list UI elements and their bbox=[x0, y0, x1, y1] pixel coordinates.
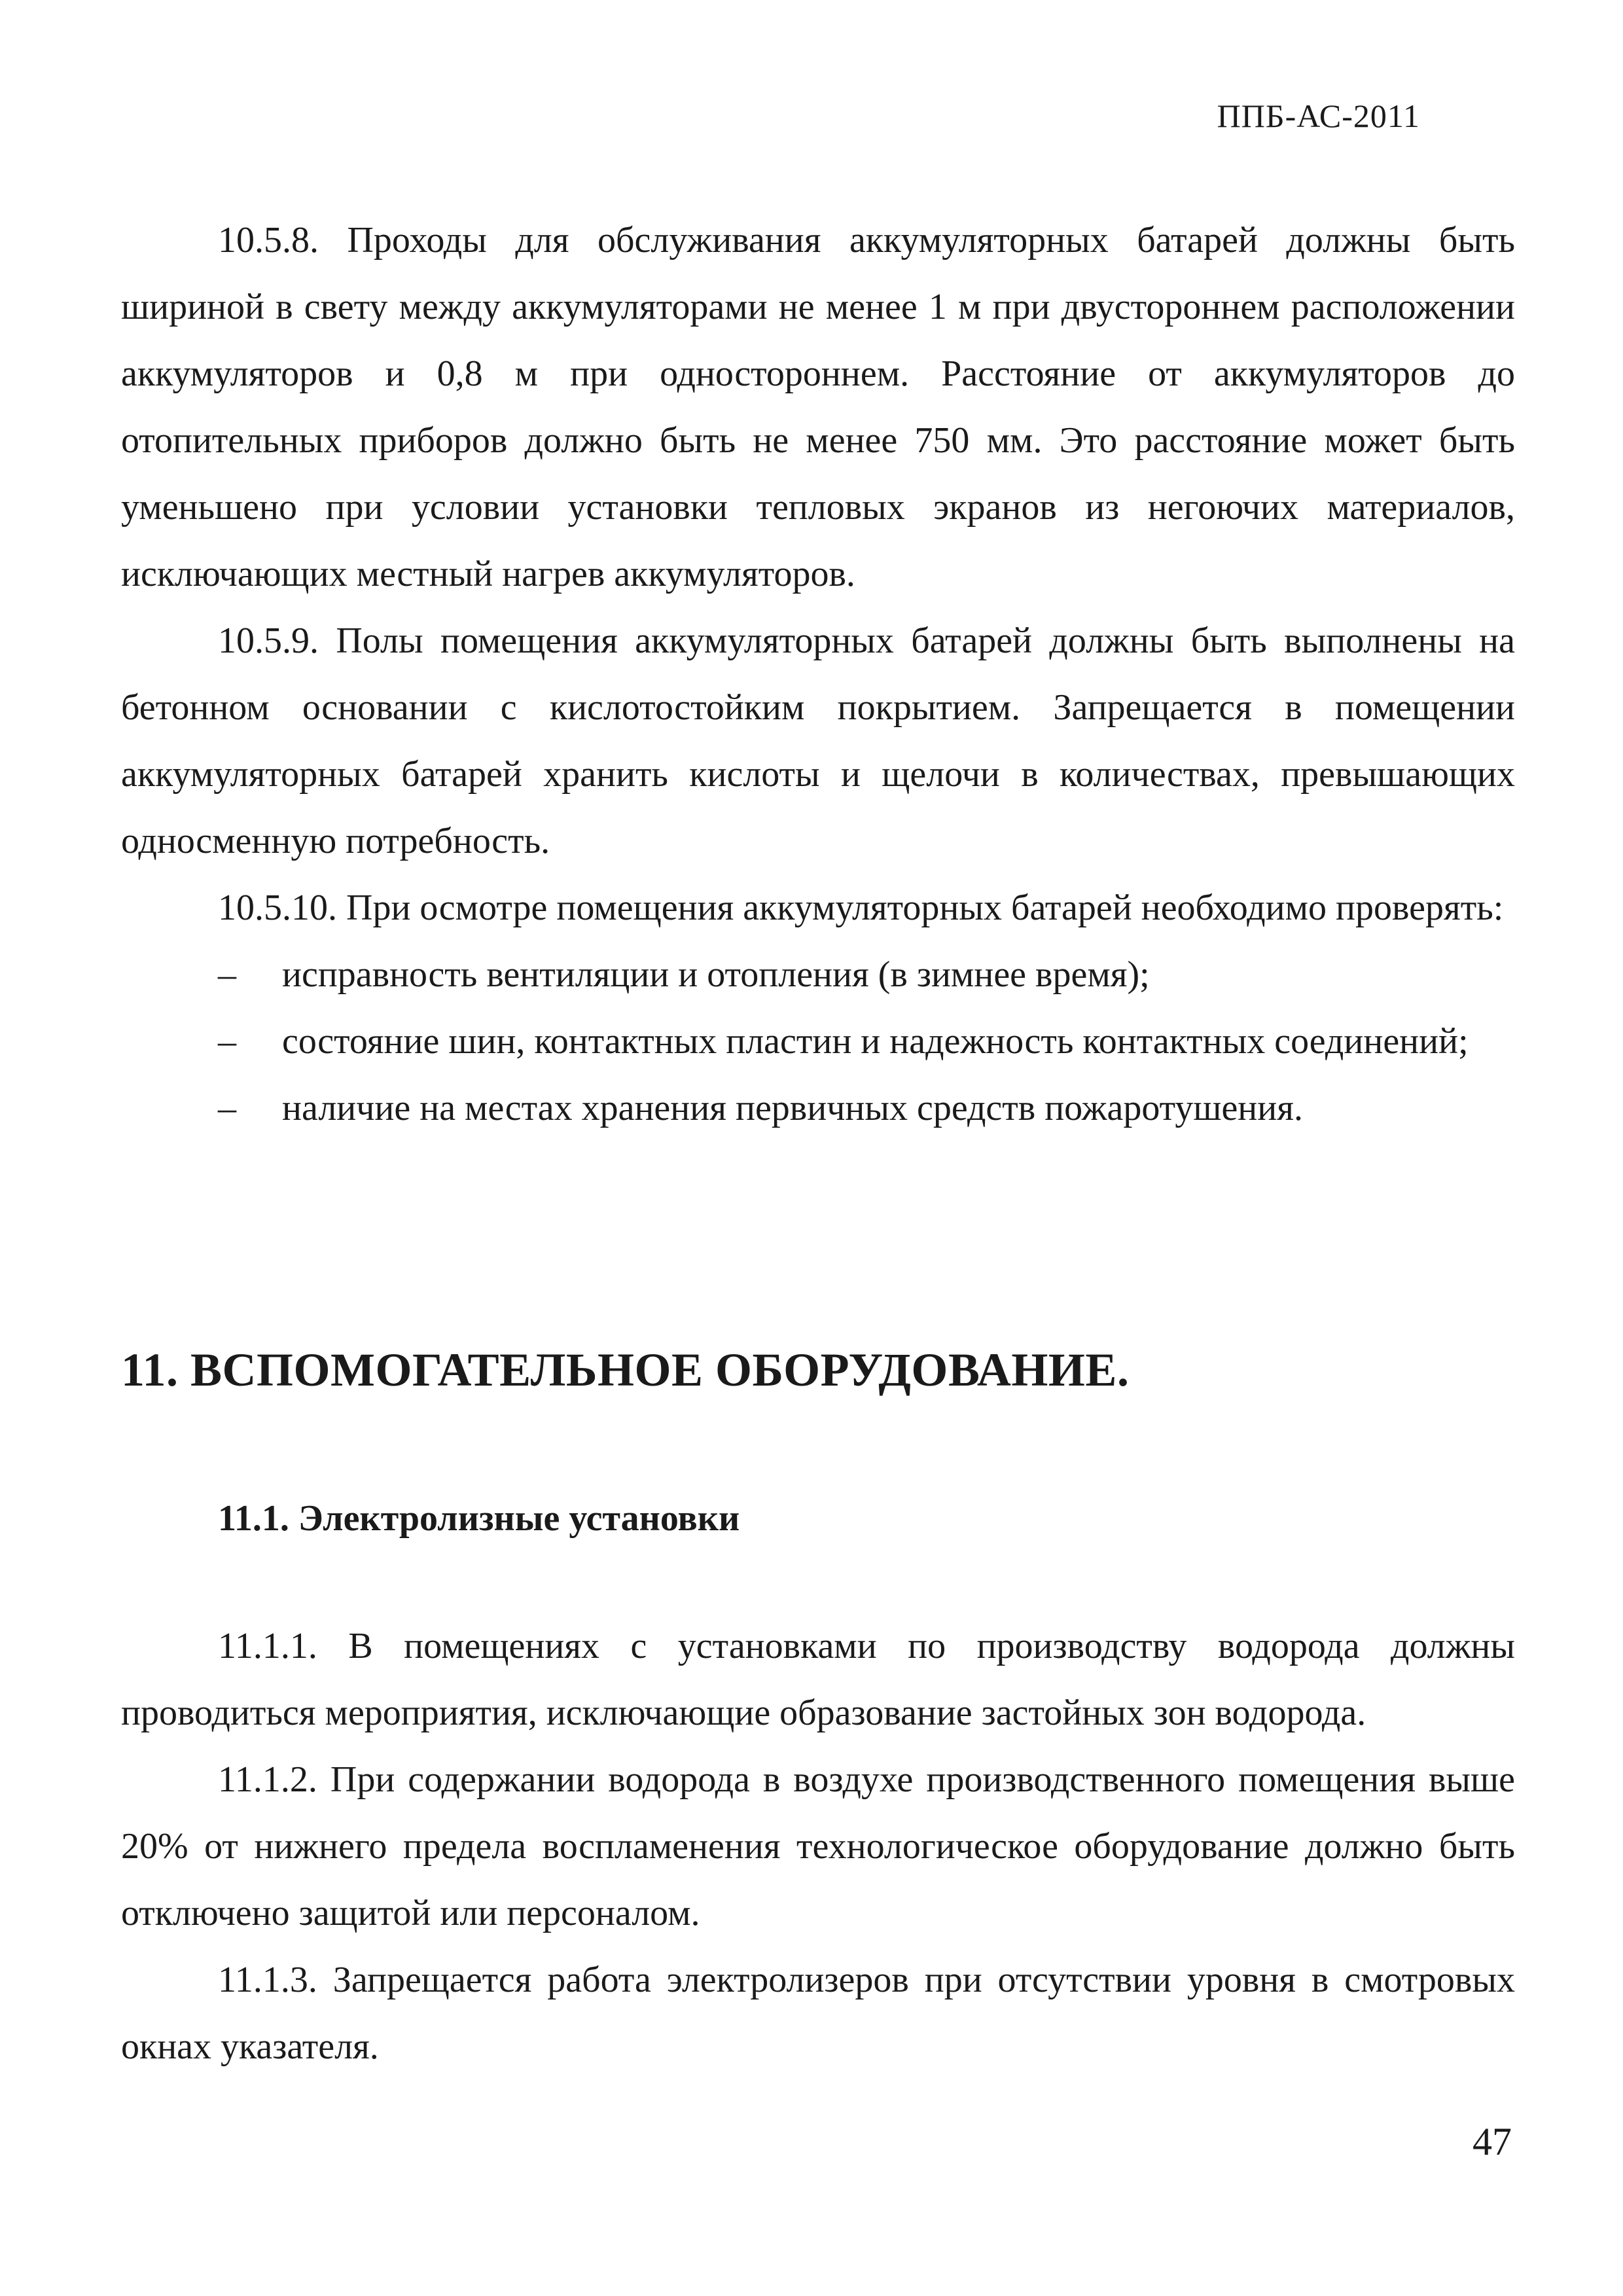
paragraph-11-1-3: 11.1.3. Запрещается работа электролизеров при отсутствии уровня в смотровых окнах указателя. bbox=[121, 1960, 1515, 2067]
list-item-text: наличие на местах хранения первичных средств пожаротушения. bbox=[282, 1088, 1303, 1128]
subsection-heading: 11.1. Электролизные установки bbox=[218, 1498, 740, 1539]
document-code-header: ППБ-АС-2011 bbox=[1217, 98, 1420, 134]
paragraph-10-5-9: 10.5.9. Полы помещения аккумуляторных батарей должны быть выполнены на бетонном основании с кислотостойким покрытием. Запрещается в помещении аккумуляторных батарей хранить кислоты и щелочи в количествах, превышающих односменную потребность. bbox=[121, 620, 1515, 861]
paragraph-11-1-2: 11.1.2. При содержании водорода в воздухе производственного помещения выше 20% от нижнего предела воспламенения технологическое оборудование должно быть отключено защитой или персоналом. bbox=[121, 1759, 1515, 1933]
section-10-5-text bbox=[121, 207, 1515, 1141]
section-11-1-text bbox=[121, 1613, 1515, 2080]
page-number: 47 bbox=[1472, 2120, 1512, 2163]
list-item bbox=[121, 941, 1515, 1008]
list-item-text: состояние шин, контактных пластин и надежность контактных соединений; bbox=[282, 1021, 1469, 1062]
list-item-text: исправность вентиляции и отопления (в зимнее время); bbox=[282, 954, 1150, 995]
list-item bbox=[121, 1008, 1515, 1075]
paragraph-10-5-8: 10.5.8. Проходы для обслуживания аккумуляторных батарей должны быть шириной в свету между аккумуляторами не менее 1 м при двустороннем расположении аккумуляторов и 0,8 м при одностороннем. Расстояние от аккумуляторов до отопительных приборов должно быть не менее 750 мм. Это расстояние может быть уменьшено при условии установки тепловых экранов из негоючих материалов, исключающих местный нагрев аккумуляторов. bbox=[121, 220, 1515, 594]
section-heading: 11. ВСПОМОГАТЕЛЬНОЕ ОБОРУДОВАНИЕ. bbox=[121, 1344, 1130, 1396]
paragraph-11-1-1: 11.1.1. В помещениях с установками по производству водорода должны проводиться мероприятия, исключающие образование застойных зон водорода. bbox=[121, 1626, 1515, 1733]
list-item bbox=[121, 1075, 1515, 1141]
paragraph-10-5-10: 10.5.10. При осмотре помещения аккумуляторных батарей необходимо проверять: bbox=[218, 888, 1504, 928]
list-dash: – bbox=[218, 1088, 236, 1128]
list-dash: – bbox=[218, 1021, 236, 1062]
list-dash: – bbox=[218, 954, 236, 995]
